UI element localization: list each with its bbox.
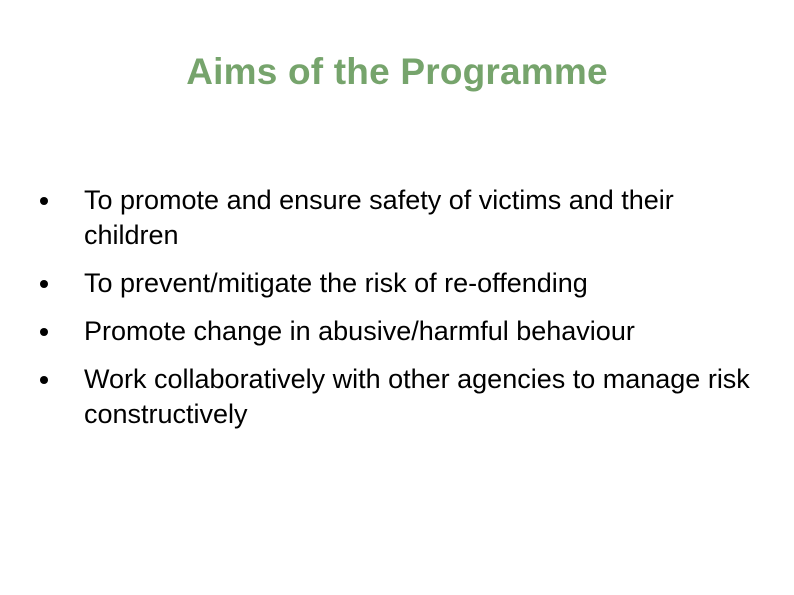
bullet-text: To promote and ensure safety of victims and their children: [84, 185, 674, 250]
bullet-dot-icon: [40, 280, 48, 288]
slide-title: Aims of the Programme: [186, 51, 608, 92]
bullet-text: To prevent/mitigate the risk of re-offending: [84, 268, 588, 298]
bullet-item: [40, 362, 760, 432]
bullet-item: [40, 266, 760, 301]
bullet-list: [40, 183, 760, 432]
bullet-text: Promote change in abusive/harmful behaviour: [84, 316, 635, 346]
bullet-item: [40, 183, 760, 253]
bullet-dot-icon: [40, 376, 48, 384]
bullet-dot-icon: [40, 328, 48, 336]
bullet-dot-icon: [40, 197, 48, 205]
bullet-item: [40, 314, 760, 349]
bullet-text: Work collaboratively with other agencies to manage risk constructively: [84, 364, 750, 429]
